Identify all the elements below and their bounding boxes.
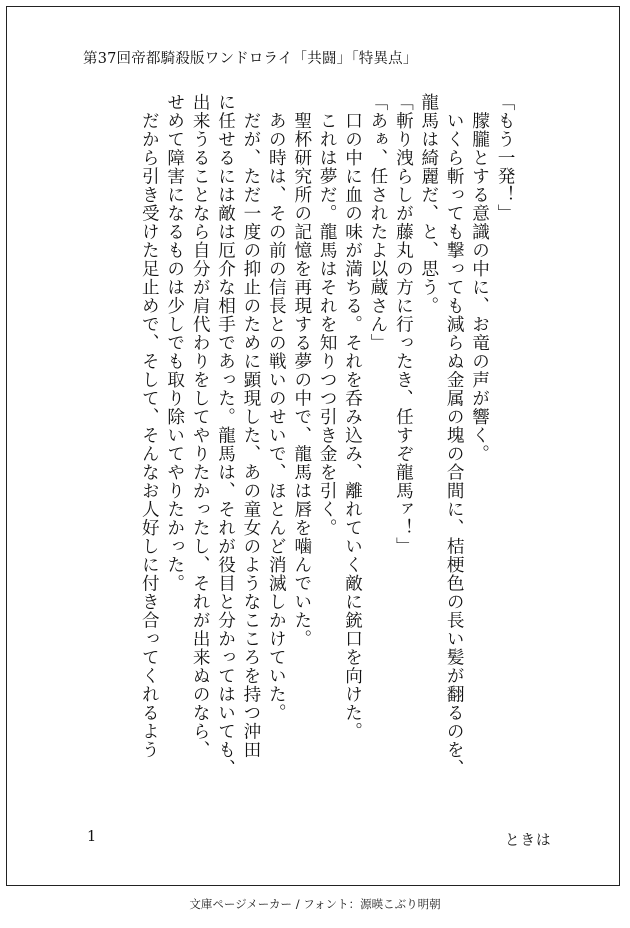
text-line: 朦朧とする意識の中に、お竜の声が響く。 xyxy=(469,93,490,463)
text-line: 「斬り洩らしが藤丸の方に行ったき、任すぞ龍馬ァ！」 xyxy=(393,93,414,556)
text-line: 「あぁ、任されたよ以蔵さん」 xyxy=(367,93,388,352)
text-line: だから引き受けた足止めで、そして、そんなお人好しに付き合ってくれるよう xyxy=(139,93,160,759)
vertical-text-body xyxy=(83,93,517,805)
footer-credit: 文庫ページメーカー / フォント：源暎こぶり明朝 xyxy=(189,897,441,911)
text-line: 龍馬は綺麗だ、と、思う。 xyxy=(418,93,439,315)
text-line: に任せるには敵は厄介な相手であった。龍馬は、それが役目と分かってはいても、 xyxy=(215,93,236,778)
page-number: 1 xyxy=(87,829,97,845)
author-name: ときは xyxy=(505,833,552,849)
text-line: だが、ただ一度の抑止のために顕現した、あの童女のようなこころを持つ沖田 xyxy=(240,93,261,759)
text-line: 出来うることなら自分が肩代わりをしてやりたかったし、それが出来ぬのなら、 xyxy=(190,93,211,759)
text-line: 聖杯研究所の記憶を再現する夢の中で、龍馬は唇を噛んでいた。 xyxy=(291,93,312,648)
text-line: せめて障害になるものは少しでも取り除いてやりたかった。 xyxy=(164,93,185,593)
text-line: 「もう一発！」 xyxy=(495,93,515,223)
text-line: これは夢だ。龍馬はそれを知りつつ引き金を引く。 xyxy=(317,93,338,537)
text-line: あの時は、その前の信長との戦いのせいで、ほとんど消滅しかけていた。 xyxy=(266,93,287,722)
page-title: 第37回帝都騎殺版ワンドロライ「共闘」「特異点」 xyxy=(83,51,418,67)
text-line: いくら斬っても撃っても減らぬ金属の塊の合間に、桔梗色の長い髪が翻るのを、 xyxy=(444,93,465,778)
book-page xyxy=(6,6,620,886)
text-line: 口の中に血の味が満ちる。それを呑み込み、離れていく敵に銃口を向けた。 xyxy=(342,93,363,741)
